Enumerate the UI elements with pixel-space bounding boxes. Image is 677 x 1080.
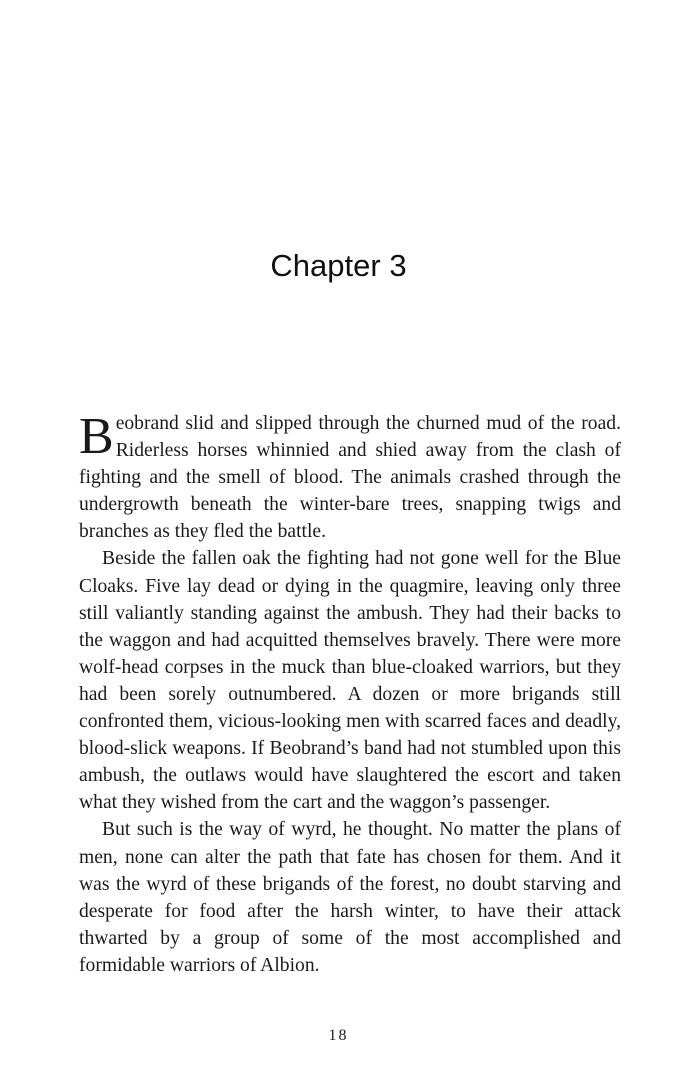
chapter-body bbox=[79, 410, 621, 979]
paragraph-2: Beside the fallen oak the fighting had not gone well for the Blue Cloaks. Five lay dead or dying in the quagmire, leaving only three still valiantly standing against the ambush. They had their backs to the waggon and had acquitted themselves bravely. There were more wolf-head corpses in the muck than blue-cloaked warriors, but they had been sorely outnumbered. A dozen or more brigands still confronted them, vicious-looking men with scarred faces and deadly, blood-slick weapons. If Beobrand’s band had not stumbled upon this ambush, the outlaws would have slaughtered the escort and taken what they wished from the cart and the waggon’s passenger. bbox=[79, 548, 621, 814]
paragraph-1-text: eobrand slid and slipped through the churned mud of the road. Riderless horses whinnied and shied away from the clash of fighting and the smell of blood. The animals crashed through the undergrowth beneath the winter-bare trees, snapping twigs and branches as they fled the battle. bbox=[79, 413, 621, 543]
chapter-title: Chapter 3 bbox=[270, 248, 407, 283]
paragraph-1 bbox=[79, 410, 621, 545]
drop-cap: B bbox=[79, 408, 114, 465]
page-number: 18 bbox=[328, 1027, 349, 1044]
paragraph-3: But such is the way of wyrd, he thought. No matter the plans of men, none can alter the path that fate has chosen for them. And it was the wyrd of these brigands of the forest, no doubt starving and desperate for food after the harsh winter, to have their attack thwarted by a group of some of the most accomplished and formidable warriors of Albion. bbox=[79, 819, 621, 976]
